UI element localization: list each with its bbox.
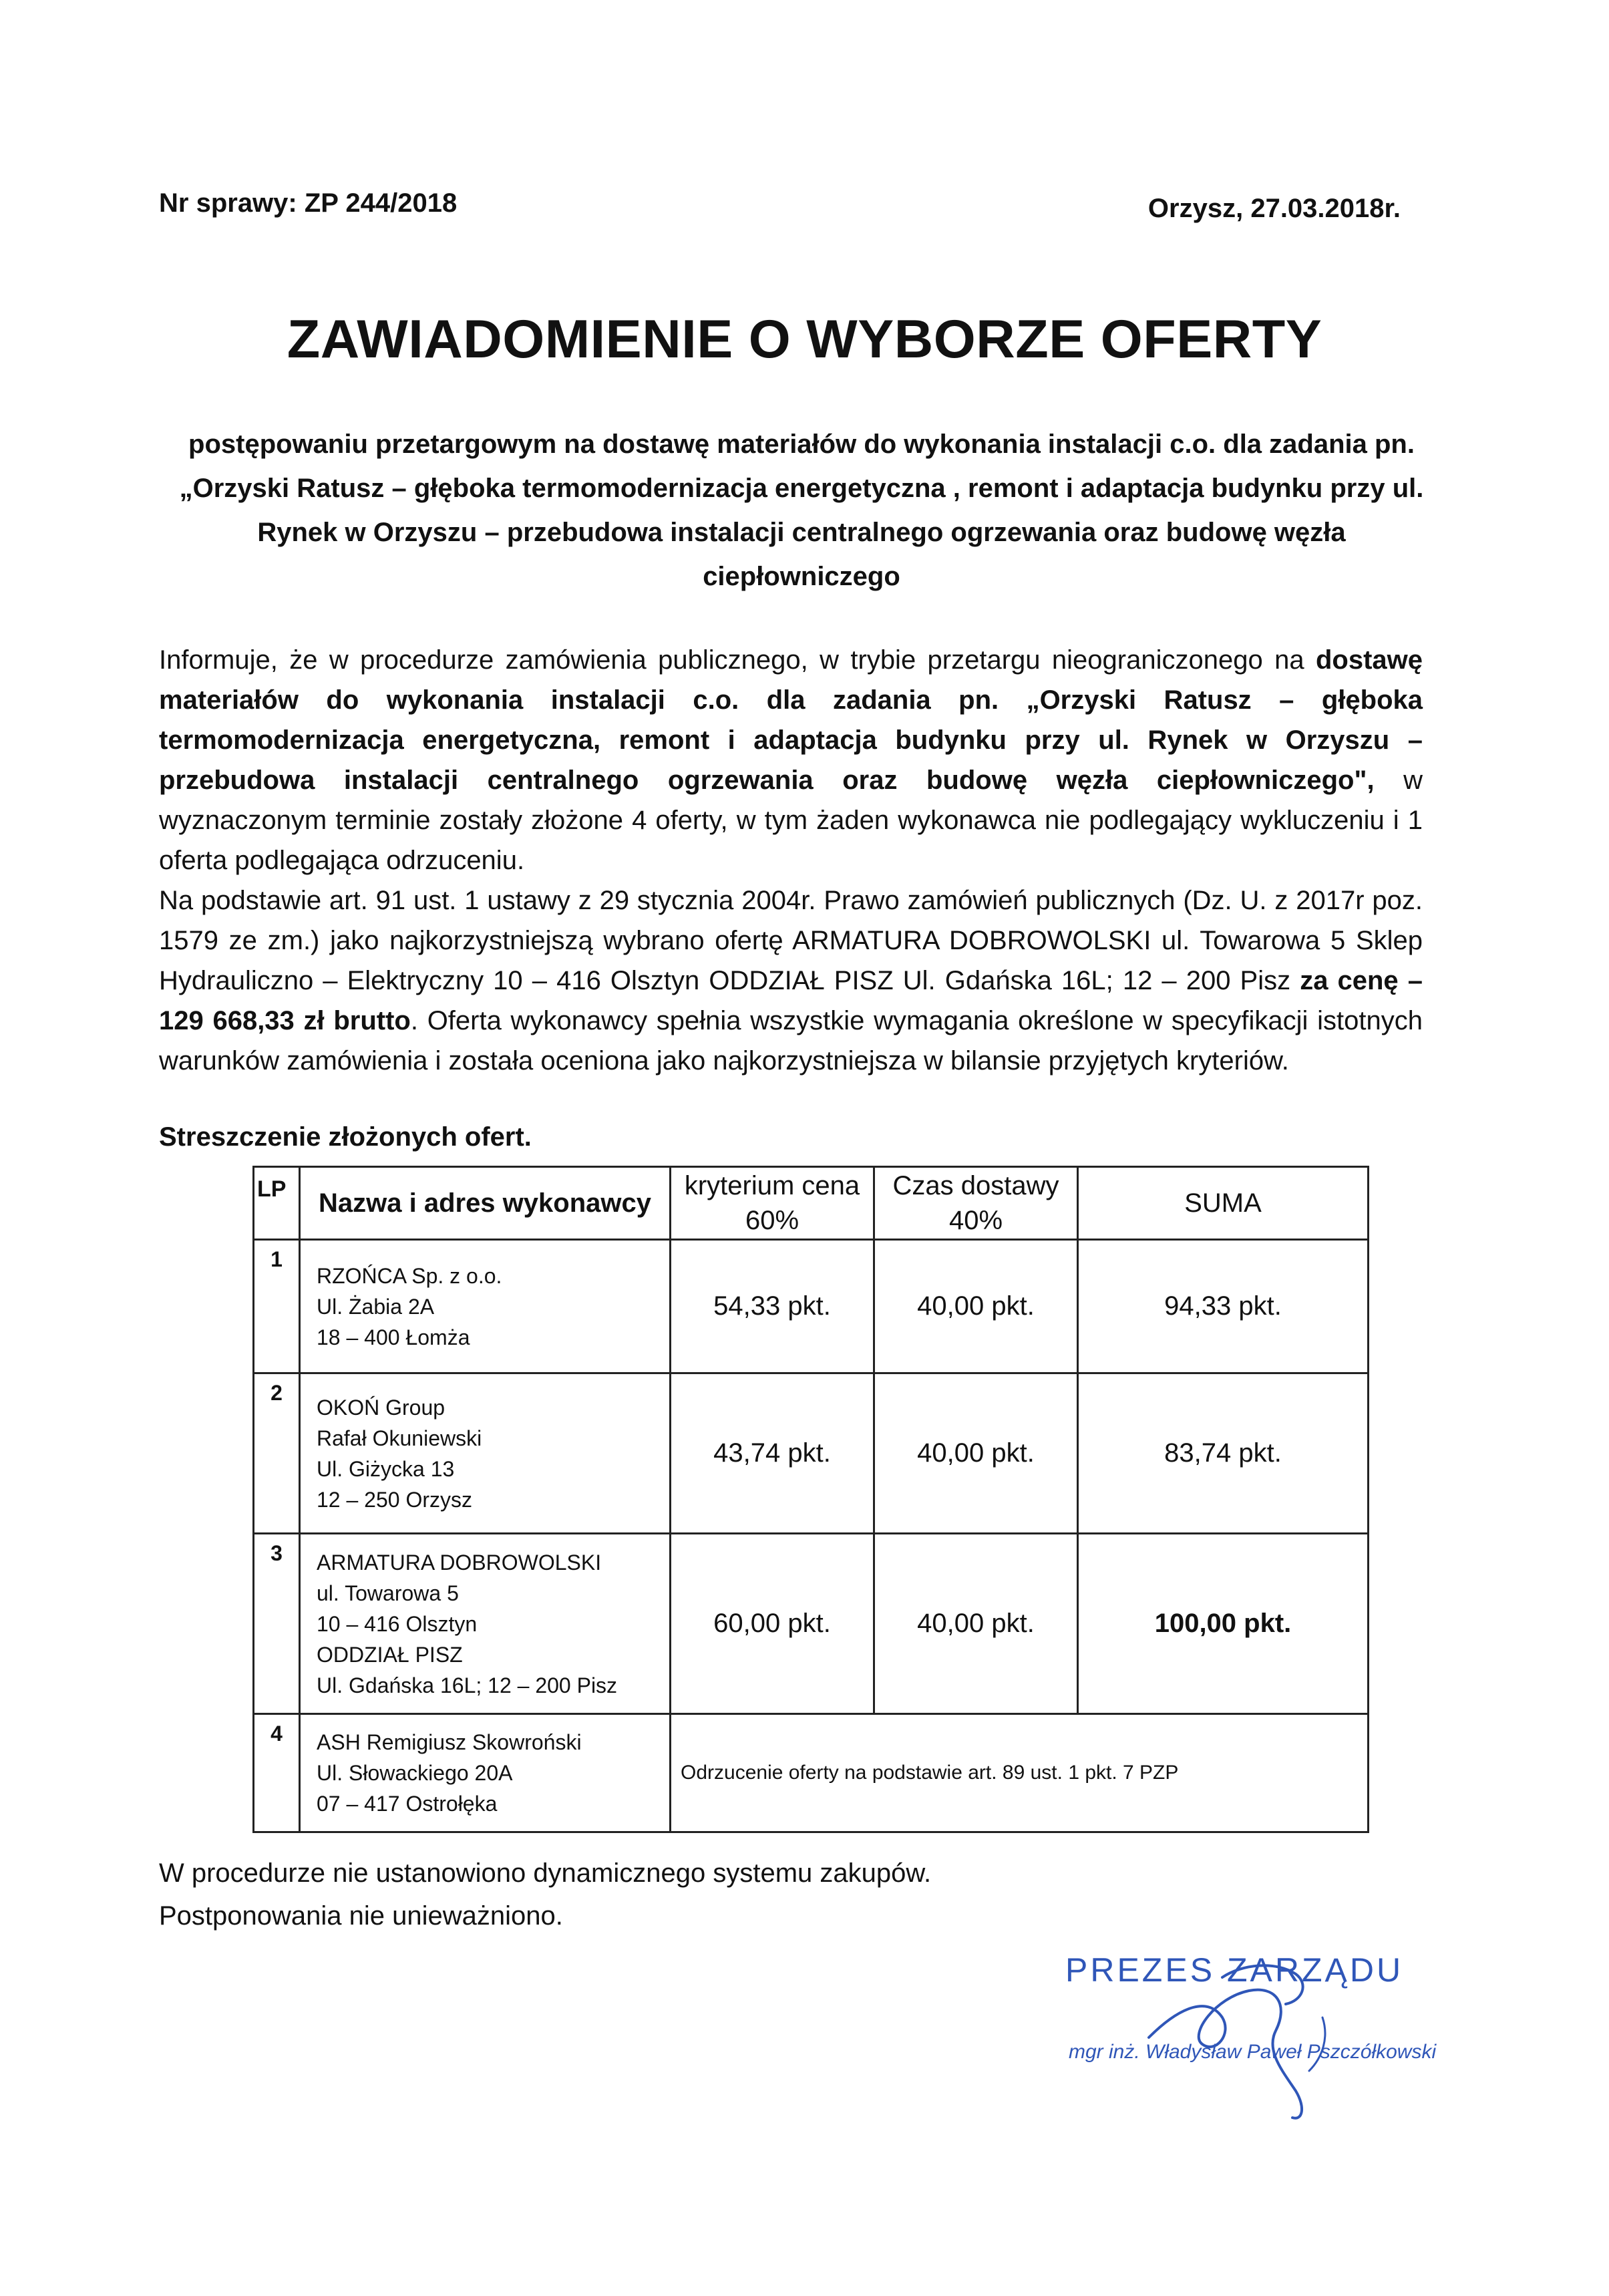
row-name xyxy=(300,1714,671,1832)
name-line: Ul. Gdańska 16L; 12 – 200 Pisz xyxy=(317,1673,618,1697)
signature-icon xyxy=(1122,1937,1389,2124)
name-line: 12 – 250 Orzysz xyxy=(317,1487,472,1512)
row-suma: 100,00 pkt. xyxy=(1078,1534,1369,1714)
row-suma: 83,74 pkt. xyxy=(1078,1373,1369,1534)
p1-rest: w wyznaczonym terminie zostały złożone 4 oferty, w tym żaden wykonawca nie podlegający wykluczeniu i 1 oferta podlegająca odrzuceniu. xyxy=(159,766,1423,875)
p2-bold: za cenę –129 668,33 zł brutto xyxy=(159,966,1423,1035)
name-line: 10 – 416 Olsztyn xyxy=(317,1611,478,1636)
name-line: ASH Remigiusz Skowroński xyxy=(317,1730,582,1754)
header-lp: LP xyxy=(254,1167,300,1240)
row-name xyxy=(300,1534,671,1714)
stamp-title: PREZES ZARZĄDU xyxy=(1065,1951,1404,1989)
case-number: Nr sprawy: ZP 244/2018 xyxy=(159,188,458,218)
table-row xyxy=(254,1534,1369,1714)
row-lp: 3 xyxy=(254,1534,300,1714)
table-row xyxy=(254,1714,1369,1832)
body-text xyxy=(159,640,1423,1081)
closing-notes xyxy=(159,1852,931,1937)
header-czas: Czas dostawy 40% xyxy=(874,1167,1078,1240)
name-line: RZOŃCA Sp. z o.o. xyxy=(317,1263,502,1288)
place-date: Orzysz, 27.03.2018r. xyxy=(1147,194,1401,223)
p2-rest: . Oferta wykonawcy spełnia wszystkie wymagania określone w specyfikacji istotnych warunków zamówienia i została oceniona jako najkorzystniejsza w bilansie przyjętych kryteriów. xyxy=(159,1006,1423,1076)
paragraph-1 xyxy=(159,640,1423,880)
name-line: ARMATURA DOBROWOLSKI xyxy=(317,1550,602,1575)
subject-paragraph: postępowaniu przetargowym na dostawę materiałów do wykonania instalacji c.o. dla zadania pn. „Orzyski Ratusz – głęboka termomodernizacja energetyczna , remont i adaptacja budynku przy ul. Rynek w Orzyszu – przebudowa instalacji centralnego ogrzewania oraz budowę węzła ciepłowniczego xyxy=(179,430,1424,591)
p1-intro: Informuje, że w procedurze zamówienia publicznego, w trybie przetargu nieograniczonego na xyxy=(159,645,1304,675)
header-suma: SUMA xyxy=(1078,1167,1369,1240)
closing-line-2: Postponowania nie unieważniono. xyxy=(159,1901,563,1931)
name-line: Ul. Żabia 2A xyxy=(317,1294,435,1319)
name-line: OKOŃ Group xyxy=(317,1395,445,1420)
name-line: Ul. Słowackiego 20A xyxy=(317,1761,513,1785)
name-line: ul. Towarowa 5 xyxy=(317,1581,459,1605)
table-header-row xyxy=(254,1167,1369,1240)
row-cena: 43,74 pkt. xyxy=(671,1373,874,1534)
row-lp: 4 xyxy=(254,1714,300,1832)
row-name xyxy=(300,1373,671,1534)
table-row xyxy=(254,1240,1369,1373)
table-row xyxy=(254,1373,1369,1534)
name-line: 18 – 400 Łomża xyxy=(317,1325,470,1349)
name-line: Ul. Giżycka 13 xyxy=(317,1456,455,1481)
row-lp: 1 xyxy=(254,1240,300,1373)
offers-table xyxy=(252,1166,1369,1833)
header-name: Nazwa i adres wykonawcy xyxy=(300,1167,671,1240)
row-name xyxy=(300,1240,671,1373)
row-rejection: Odrzucenie oferty na podstawie art. 89 ust. 1 pkt. 7 PZP xyxy=(671,1714,1369,1832)
row-czas: 40,00 pkt. xyxy=(874,1534,1078,1714)
summary-title: Streszczenie złożonych ofert. xyxy=(159,1122,532,1152)
row-cena: 54,33 pkt. xyxy=(671,1240,874,1373)
p2-intro: Na podstawie art. 91 ust. 1 ustawy z 29 stycznia 2004r. Prawo zamówień publicznych (Dz. U. z 2017r poz. 1579 ze zm.) jako najkorzystniejszą wybrano ofertę ARMATURA DOBROWOLSKI ul. Towarowa 5 Sklep Hydrauliczno – Elektryczny 10 – 416 Olsztyn ODDZIAŁ PISZ Ul. Gdańska 16L; 12 – 200 Pisz xyxy=(159,886,1423,995)
row-czas: 40,00 pkt. xyxy=(874,1240,1078,1373)
name-line: 07 – 417 Ostrołęka xyxy=(317,1792,498,1816)
paragraph-2 xyxy=(159,880,1423,1081)
p1-bold: dostawę materiałów do wykonania instalacji c.o. dla zadania pn. „Orzyski Ratusz – głęboka termomodernizacja energetyczna, remont i adaptacja budynku przy ul. Rynek w Orzyszu – przebudowa instalacji centralnego ogrzewania oraz budowę węzła ciepłowniczego", xyxy=(159,645,1423,795)
name-line: Rafał Okuniewski xyxy=(317,1426,482,1450)
name-line: ODDZIAŁ PISZ xyxy=(317,1642,463,1667)
row-lp: 2 xyxy=(254,1373,300,1534)
closing-line-1: W procedurze nie ustanowiono dynamicznego systemu zakupów. xyxy=(159,1858,932,1888)
row-czas: 40,00 pkt. xyxy=(874,1373,1078,1534)
header-cena: kryterium cena 60% xyxy=(671,1167,874,1240)
row-cena: 60,00 pkt. xyxy=(671,1534,874,1714)
document-title: ZAWIADOMIENIE O WYBORZE OFERTY xyxy=(287,309,1322,369)
row-suma: 94,33 pkt. xyxy=(1078,1240,1369,1373)
stamp-name: mgr inż. Władysław Paweł Pszczółkowski xyxy=(1069,2041,1437,2063)
